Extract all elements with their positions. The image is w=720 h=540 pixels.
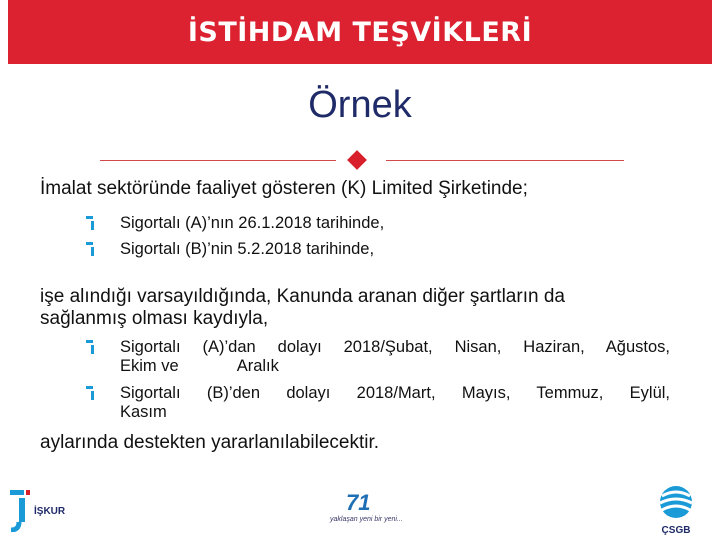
iskur-label: İŞKUR (34, 506, 66, 517)
bullet-line-2 (120, 357, 670, 376)
seventy-one-caption: yaklaşan yeni bir yeni... (330, 516, 403, 523)
bullet-i-icon (86, 338, 120, 358)
banner-title: İSTİHDAM TEŞVİKLERİ (187, 16, 533, 48)
bullet-i-icon (86, 384, 120, 404)
csgb-label: ÇSGB (661, 525, 691, 536)
seventy-one-mark: 71 (346, 490, 371, 515)
intro-text: İmalat sektöründe faaliyet gösteren (K) Limited Şirketinde; (40, 178, 528, 199)
divider-right (386, 160, 624, 161)
list-item (86, 240, 670, 260)
bullet-line-2b: Aralık (236, 357, 279, 375)
middle-paragraph (40, 286, 680, 330)
iskur-logo (8, 488, 66, 537)
bullet-i-icon (86, 240, 120, 260)
bullet-line-2a: Ekim ve (120, 357, 179, 375)
seventy-one-logo (330, 490, 403, 523)
bullet-i-icon (86, 214, 120, 234)
bullet-text (120, 338, 670, 376)
iskur-mark-icon (8, 488, 36, 532)
divider-left (100, 160, 336, 161)
list-item (86, 214, 670, 234)
bullet-line: Sigortalı (B)’den dolayı 2018/Mart, Mayıs, Temmuz, Eylül, (120, 384, 670, 402)
csgb-logo (652, 484, 700, 536)
bullet-text: Sigortalı (A)’nın 26.1.2018 tarihinde, (120, 214, 385, 232)
closing-text: aylarında destekten yararlanılabilecektir. (40, 432, 380, 453)
bullet-text: Sigortalı (B)’nin 5.2.2018 tarihinde, (120, 240, 375, 258)
bullet-text (120, 384, 670, 422)
bullet-line-2: Kasım (120, 403, 167, 421)
divider-diamond (347, 150, 367, 170)
middle-line-1: işe alındığı varsayıldığında, Kanunda aranan diğer şartların da (40, 286, 565, 307)
middle-line-2: sağlanmış olması kaydıyla, (40, 308, 269, 329)
list-item (86, 384, 670, 422)
csgb-emblem-icon (652, 484, 700, 520)
slide-title: Örnek (308, 84, 412, 126)
bullet-line: Sigortalı (A)’dan dolayı 2018/Şubat, Nisan, Haziran, Ağustos, (120, 338, 670, 356)
list-item (86, 338, 670, 376)
header-banner (8, 0, 712, 64)
